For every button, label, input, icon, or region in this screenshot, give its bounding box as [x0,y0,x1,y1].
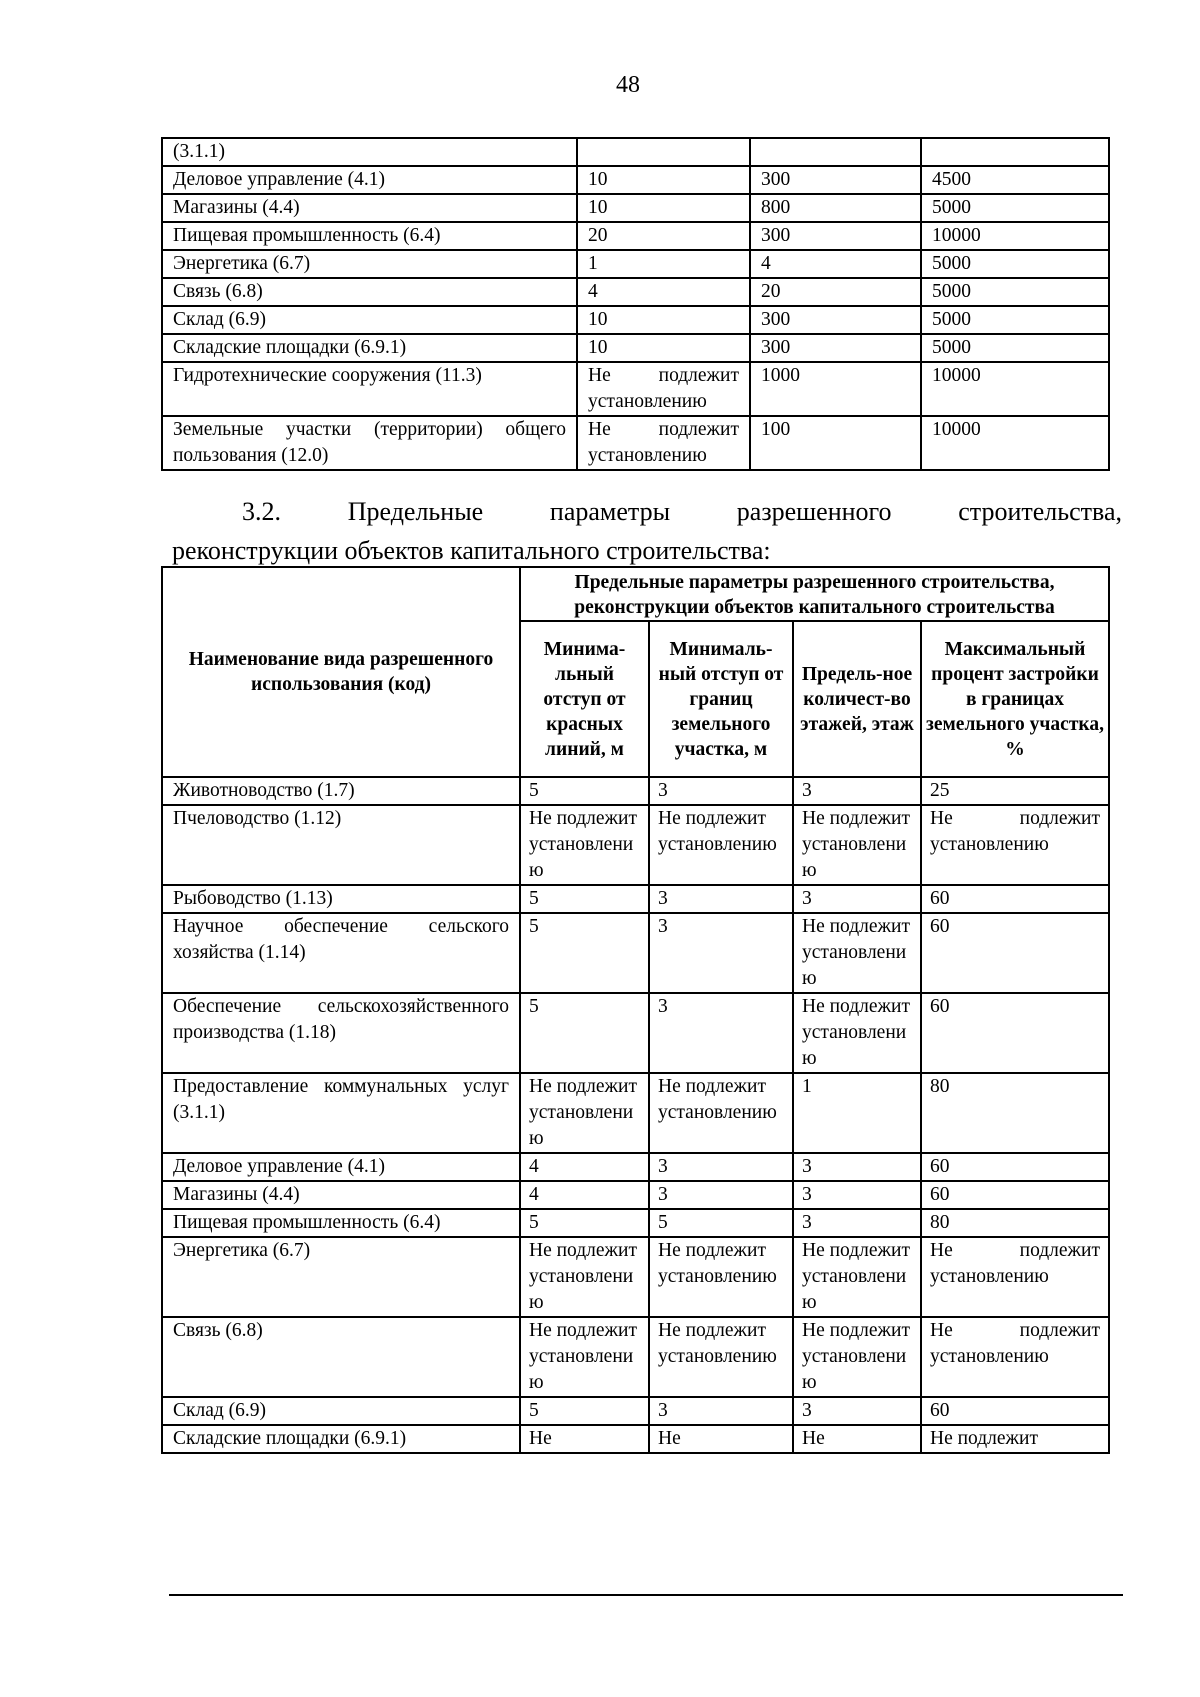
cell-value: 300 [750,222,921,250]
cell-value: 10 [577,166,750,194]
cell-value: 3 [793,1153,921,1181]
cell-value: 5 [520,913,649,993]
cell-value: 5 [520,885,649,913]
cell-value: 3 [649,1181,793,1209]
cell-value: Не подлежит установлению [793,913,921,993]
cell-value: Не подлежит установлению [793,1237,921,1317]
cell-value: 3 [793,1397,921,1425]
cell-value: 1000 [750,362,921,416]
cell-value: Не подлежит установлению [520,1073,649,1153]
table-row [162,1317,1109,1397]
table-row [162,278,1109,306]
cell-value: 3 [793,1181,921,1209]
cell-name: Научное обеспечение сельского хозяйства (1.14) [162,913,520,993]
header-group: Предельные параметры разрешенного строительства, реконструкции объектов капитального строительства [520,567,1109,621]
cell-name: Предоставление коммунальных услуг (3.1.1) [162,1073,520,1153]
cell-value: Не подлежит установлению [793,805,921,885]
cell-name: Связь (6.8) [162,1317,520,1397]
table-row [162,222,1109,250]
cell-value: Не подлежит установлению [649,1317,793,1397]
footer-divider [169,1594,1123,1596]
cell-value: Не подлежит установлению [921,1317,1109,1397]
table-allowed-area [161,137,1110,471]
header-name: Наименование вида разрешенного использования (код) [162,567,520,777]
cell-value: 300 [750,306,921,334]
cell-value [750,138,921,166]
table-row [162,913,1109,993]
cell-value: Не [520,1425,649,1453]
cell-value: 3 [649,777,793,805]
cell-value: 60 [921,1397,1109,1425]
table-row [162,1073,1109,1153]
cell-value: Не подлежит установлению [921,805,1109,885]
cell-value: 60 [921,885,1109,913]
cell-name: Обеспечение сельскохозяйственного производства (1.18) [162,993,520,1073]
cell-name: Деловое управление (4.1) [162,1153,520,1181]
cell-value: Не подлежит установлению [520,1237,649,1317]
section-heading: 3.2. Предельные параметры разрешенного строительства, [242,497,1122,526]
cell-name: Связь (6.8) [162,278,577,306]
cell-value: 4 [520,1181,649,1209]
cell-value: 5000 [921,306,1109,334]
table-row [162,777,1109,805]
cell-value: Не [649,1425,793,1453]
cell-name: Рыбоводство (1.13) [162,885,520,913]
cell-value: 3 [793,885,921,913]
cell-value: Не подлежит установлению [520,1317,649,1397]
table-row [162,194,1109,222]
cell-value: 60 [921,1153,1109,1181]
cell-value: 25 [921,777,1109,805]
table-row [162,306,1109,334]
cell-value: 3 [649,1153,793,1181]
cell-value: 5000 [921,334,1109,362]
cell-value: 10 [577,306,750,334]
cell-value: 60 [921,913,1109,993]
table-row [162,138,1109,166]
cell-value: 20 [750,278,921,306]
cell-value: Не подлежит установлению [649,805,793,885]
cell-value: 5000 [921,278,1109,306]
cell-name: Животноводство (1.7) [162,777,520,805]
cell-value: 300 [750,334,921,362]
cell-name: Пчеловодство (1.12) [162,805,520,885]
section-heading-cont: реконструкции объектов капитального строительства: [172,536,771,565]
cell-value: 3 [649,913,793,993]
cell-name: Складские площадки (6.9.1) [162,334,577,362]
cell-value: Не подлежит установлению [649,1237,793,1317]
cell-name: Пищевая промышленность (6.4) [162,1209,520,1237]
cell-value: 5000 [921,194,1109,222]
table-row [162,1397,1109,1425]
cell-value: Не подлежит установлению [577,362,750,416]
cell-value: 10 [577,334,750,362]
cell-name: Гидротехнические сооружения (11.3) [162,362,577,416]
cell-value: Не подлежит установлению [793,1317,921,1397]
cell-name: Пищевая промышленность (6.4) [162,222,577,250]
cell-value [921,138,1109,166]
table-row [162,1153,1109,1181]
cell-value: Не подлежит установлению [577,416,750,470]
cell-name: (3.1.1) [162,138,577,166]
cell-value: 4 [520,1153,649,1181]
table-row [162,362,1109,416]
cell-value: 3 [793,777,921,805]
cell-value: 10 [577,194,750,222]
cell-value: 5 [520,777,649,805]
table-row [162,1181,1109,1209]
table-row [162,250,1109,278]
cell-value: 80 [921,1209,1109,1237]
header-col-plot-border: Минималь-ный отступ от границ земельного участка, м [649,621,793,777]
cell-value: Не подлежит установлению [649,1073,793,1153]
table-row [162,334,1109,362]
cell-value: 60 [921,993,1109,1073]
cell-value: 4 [750,250,921,278]
table-row [162,1425,1109,1453]
header-col-red-lines: Минима-льный отступ от красных линий, м [520,621,649,777]
cell-name: Магазины (4.4) [162,1181,520,1209]
table-row [162,1209,1109,1237]
cell-value: 10000 [921,416,1109,470]
header-col-floors: Предель-ное количест-во этажей, этаж [793,621,921,777]
table-row [162,1237,1109,1317]
cell-value: 1 [577,250,750,278]
cell-value: 5 [520,993,649,1073]
table-row [162,805,1109,885]
cell-value: 4500 [921,166,1109,194]
cell-value: Не подлежит установлению [921,1237,1109,1317]
cell-value: 10000 [921,222,1109,250]
cell-value: 300 [750,166,921,194]
cell-value: 5 [649,1209,793,1237]
cell-value: Не подлежит установлению [793,993,921,1073]
cell-name: Энергетика (6.7) [162,1237,520,1317]
cell-value [577,138,750,166]
cell-value: 20 [577,222,750,250]
cell-name: Земельные участки (территории) общего пользования (12.0) [162,416,577,470]
cell-value: 80 [921,1073,1109,1153]
cell-value: 3 [793,1209,921,1237]
table-row [162,416,1109,470]
cell-value: Не подлежит установлению [520,805,649,885]
cell-value: 3 [649,993,793,1073]
cell-name: Складские площадки (6.9.1) [162,1425,520,1453]
cell-value: Не подлежит [921,1425,1109,1453]
cell-value: 3 [649,885,793,913]
cell-name: Деловое управление (4.1) [162,166,577,194]
cell-name: Склад (6.9) [162,306,577,334]
table-construction-parameters [161,566,1110,1454]
cell-value: Не [793,1425,921,1453]
cell-name: Магазины (4.4) [162,194,577,222]
header-col-build-percent: Максимальный процент застройки в границах земельного участка, % [921,621,1109,777]
table-row [162,993,1109,1073]
cell-name: Склад (6.9) [162,1397,520,1425]
cell-value: 5 [520,1209,649,1237]
table-row [162,166,1109,194]
cell-value: 4 [577,278,750,306]
cell-value: 100 [750,416,921,470]
cell-value: 1 [793,1073,921,1153]
cell-value: 3 [649,1397,793,1425]
table-row [162,885,1109,913]
cell-name: Энергетика (6.7) [162,250,577,278]
cell-value: 800 [750,194,921,222]
cell-value: 10000 [921,362,1109,416]
cell-value: 5000 [921,250,1109,278]
page-number: 48 [616,72,640,98]
cell-value: 60 [921,1181,1109,1209]
cell-value: 5 [520,1397,649,1425]
